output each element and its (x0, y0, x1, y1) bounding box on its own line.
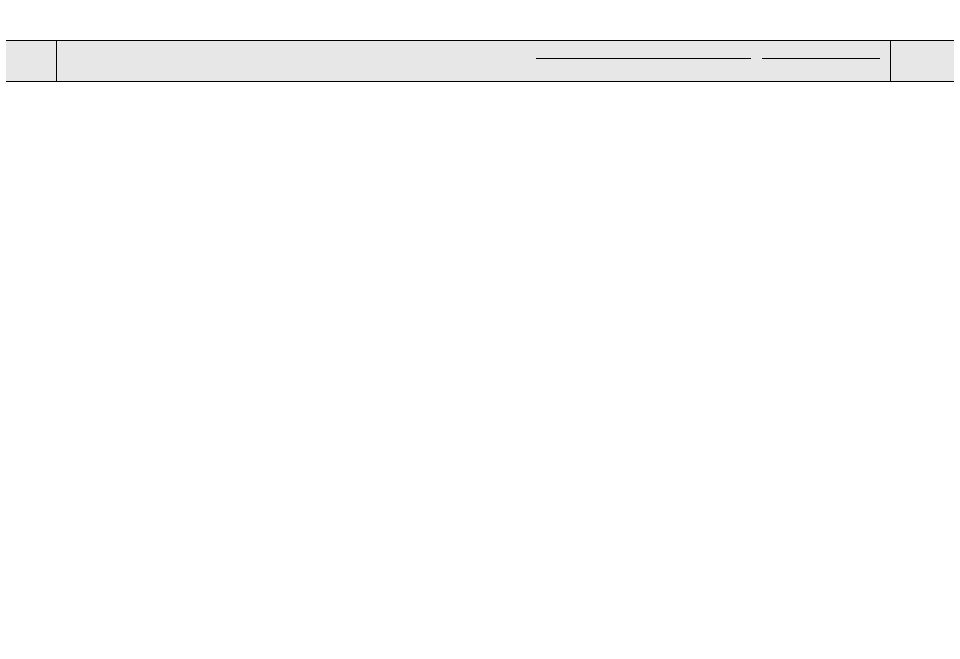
table-header (6, 40, 954, 82)
report-header (0, 2, 960, 26)
